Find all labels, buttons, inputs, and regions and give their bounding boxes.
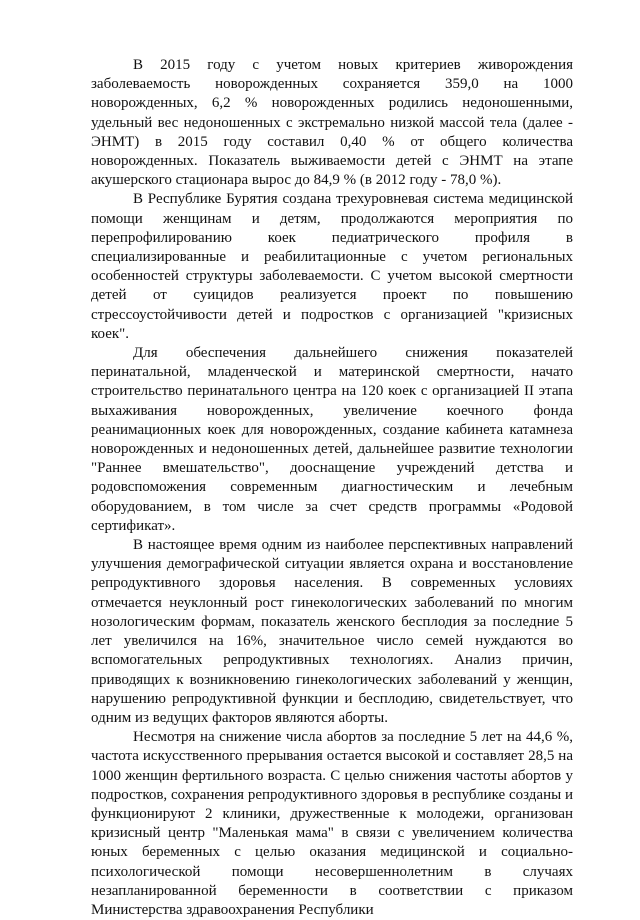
paragraph-perinatal-center: Для обеспечения дальнейшего снижения показателей перинатальной, младенческой и материнской смертности, начато строительство перинатального центра на 120 коек с организацией II этапа выхаживания новорожденных, увеличение коечного фонда реанимационных коек для новорожденных, создание кабинета катамнеза новорожденных и недоношенных детей, дальнейшее развитие технологии "Раннее вмешательство", дооснащение учреждений детства и родовспоможения современным диагностическим и лечебным оборудованием, в том числе за счет средств программы «Родовой сертификат». bbox=[91, 345, 573, 534]
paragraph-three-level-system: В Республике Бурятия создана трехуровневая система медицинской помощи женщинам и детям, продолжаются мероприятия по перепрофилированию коек педиатрического профиля в специализированные и реабилитационные с учетом региональных особенностей структуры заболеваемости. С учетом высокой смертности детей от суицидов реализуется проект по повышению стрессоустойчивости детей и подростков с организацией "кризисных коек". bbox=[91, 191, 573, 342]
paragraph-abortion-rate: Несмотря на снижение числа абортов за последние 5 лет на 44,6 %, частота искусственного прерывания остается высокой и составляет 28,5 на 1000 женщин фертильного возраста. С целью снижения частоты абортов у подростков, сохранения репродуктивного здоровья в республике созданы и функционируют 2 клиники, дружественные к молодежи, организован кризисный центр "Маленькая мама" в связи с увеличением количества юных беременных с целью оказания медицинской и социально-психологической помощи несовершеннолетним в случаях незапланированной беременности в соответствии с приказом Министерства здравоохранения Республики bbox=[91, 729, 573, 918]
paragraph-reproductive-health: В настоящее время одним из наиболее перспективных направлений улучшения демографической ситуации является охрана и восстановление репродуктивного здоровья населения. В современных условиях отмечается неуклонный рост гинекологических заболеваний по многим нозологическим формам, показатель женского бесплодия за последние 5 лет увеличился на 16%, значительное число семей нуждаются во вспомогательных репродуктивных технологиях. Анализ причин, приводящих к возникновению гинекологических заболеваний у женщин, нарушению репродуктивной функции и бесплодию, свидетельствует, что одним из ведущих факторов являются аборты. bbox=[91, 537, 573, 726]
document-page bbox=[91, 56, 573, 920]
paragraph-newborn-morbidity: В 2015 году с учетом новых критериев живорождения заболеваемость новорожденных сохраняется 359,0 на 1000 новорожденных, 6,2 % новорожденных родились недоношенными, удельный вес недоношенных с экстремально низкой массой тела (далее - ЭНМТ) в 2015 году составил 0,40 % от общего количества новорожденных. Показатель выживаемости детей с ЭНМТ на этапе акушерского стационара вырос до 84,9 % (в 2012 году - 78,0 %). bbox=[91, 57, 573, 189]
